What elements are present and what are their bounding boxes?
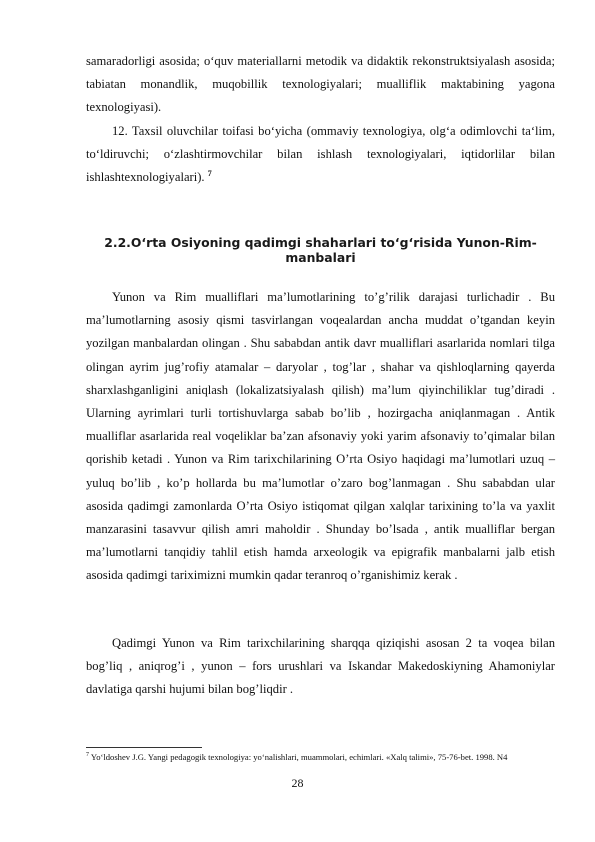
- paragraph-item-12: [86, 120, 555, 190]
- footnote-reference-7[interactable]: 7: [207, 169, 212, 179]
- paragraph-qadimgi: Qadimgi Yunon va Rim tarixchilarining sharqqa qiziqishi asosan 2 ta voqea bilan bog’liq , aniqrog’i , yunon – fors urushlari va Iskandar Makedoskiyning Ahamoniylar davlatiga qarshi hujumi bilan bog’liqdir .: [86, 636, 555, 697]
- footnote-text: Yo‘ldoshev J.G. Yangi pedagogik texnologiya: yo‘nalishlari, muammolari, echimlari. «Xalq talimi», 75-76-bet. 1998. N4: [90, 752, 508, 762]
- section-heading: 2.2.O‘rta Osiyoning qadimgi shaharlari to‘g‘risida Yunon-Rim-manbalari: [104, 235, 537, 265]
- footnote: [86, 751, 555, 763]
- paragraph-continuation: samaradorligi asosida; o‘quv materiallarni metodik va didaktik rekonstruktsiyalash asosida; tabiatan monandlik, muqobillik texnologiyalari; mualliflik maktabining yagona texnologiyasi).: [86, 54, 555, 115]
- paragraph-yunon-rim: Yunon va Rim mualliflari ma’lumotlarining to’g’rilik darajasi turlichadir . Bu ma’lumotlarning asosiy qismi tasvirlangan voqealardan ancha muddat o’tgandan keyin yozilgan manbalardan olingan . Shu sababdan antik davr mualliflari asarlarida nomlari tilga olingan ayrim jug’rofiy atamalar – daryolar , tog’lar , shahar va qishloqlarning qayerda sharxlashganligini aniqlash (lokalizatsiyalash qilish) ma’lum qiyinchiliklar tug’diradi . Ularning ayrimlari turli tortishuvlarga sabab bo’lib , hozirgacha aniqlanmagan . Antik mualliflar asarlarida real voqeliklar ba’zan afsonaviy yoki yarim afsonaviy to’qimalar bilan qorishib ketadi . Yunon va Rim tarixchilarining O’rta Osiyo haqidagi ma’lumotlari uzuq – yuluq bo’lib , ko’p hollarda bu ma’lumotlar o’zaro bog’lanmagan . Shu sababdan ular asosida qadimgi zamonlarda O’rta Osiyo istiqomat qilgan xalqlar tarixining to’la va yaxlit manzarasini tasavvur qilish amri maholdir . Shunday bo’lsada , antik mualliflar bergan ma’lumotlarni tanqidiy tahlil etish hamda arxeologik va epigrafik manbalarni jalb etish asosida qadimgi tariximizni mumkin qadar teranroq o’rganishimiz kerak .: [86, 290, 555, 583]
- footnote-mark: 7: [86, 752, 89, 759]
- item-12-text: 12. Taxsil oluvchilar toifasi bo‘yicha (ommaviy texnologiya, olg‘a odimlovchi ta‘lim, to‘ldiruvchi; o‘zlashtirmovchilar bilan ishlash texnologiyalari, iqtidorlilar bilan ishlashtexnologiyalari).: [86, 124, 555, 185]
- footnote-divider: [86, 747, 202, 748]
- page-number: 28: [291, 776, 304, 790]
